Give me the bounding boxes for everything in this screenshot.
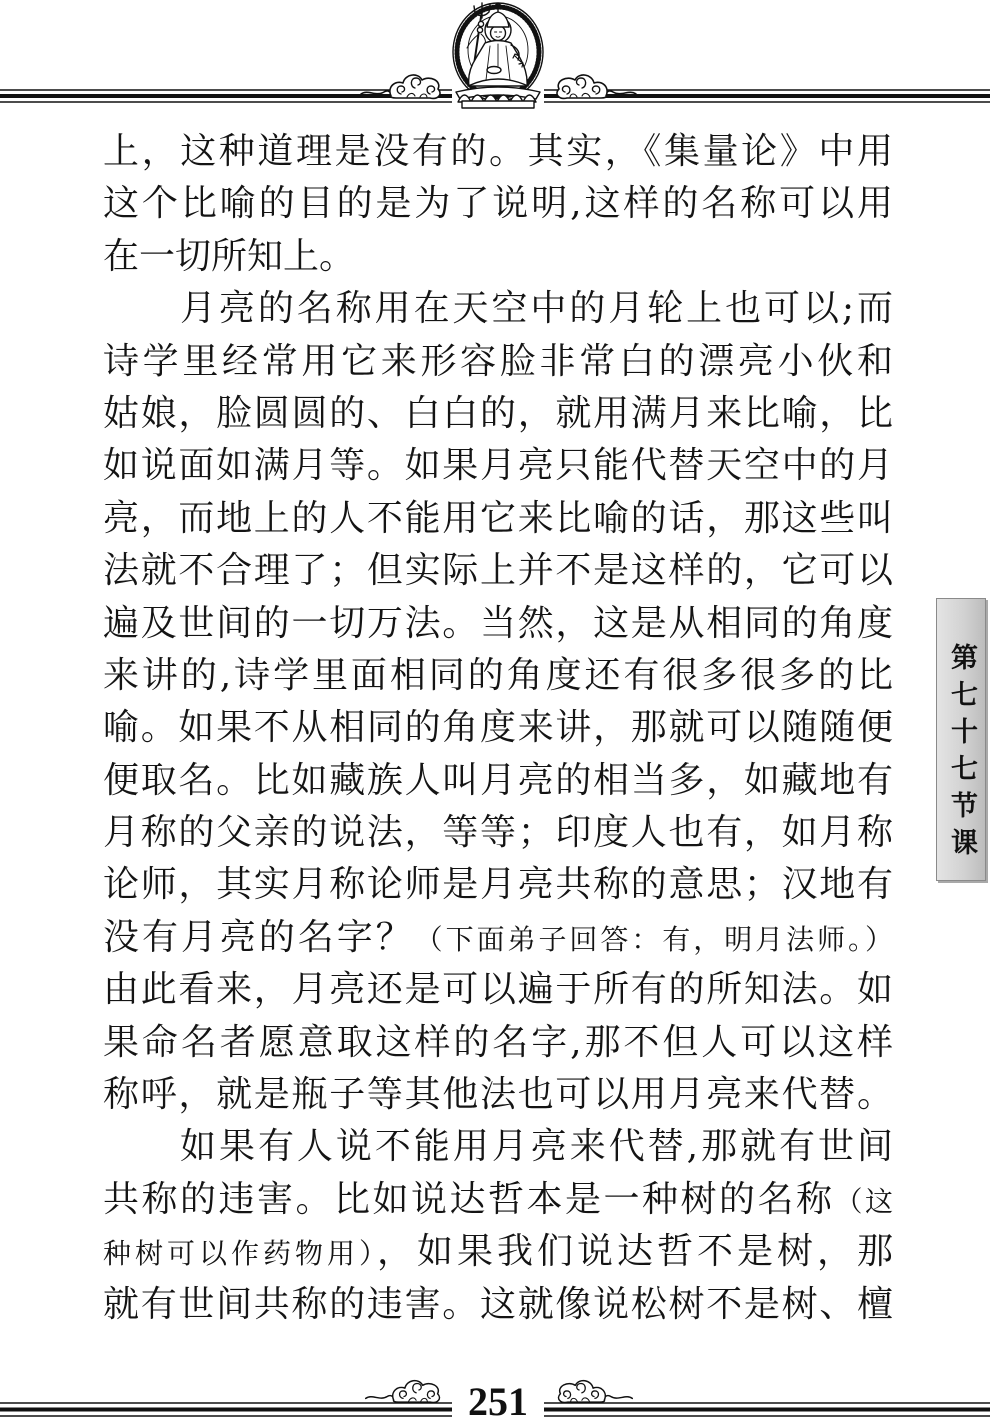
chapter-tab-label: 第七十七节课 (946, 643, 977, 865)
line-text: 没有月亮的名字？ (103, 916, 415, 958)
cloud-ornament-right-icon (559, 1381, 633, 1403)
inline-note: （下面弟子回答：有，明月法师。） (414, 922, 893, 956)
text-line: 月亮的名称用在天空中的月轮上也可以;而 (180, 288, 893, 330)
text-line: 月称的父亲的说法，等等；印度人也有，如月称 (103, 812, 893, 854)
text-line (103, 912, 893, 964)
padmasambhava-icon (453, 3, 543, 108)
text-line: 就有世间共称的违害。这就像说松树不是树、檀 (103, 1283, 893, 1325)
cloud-ornament-left-icon (366, 1381, 440, 1403)
text-line (103, 1174, 893, 1226)
text-line: 亮，而地上的人不能用它来比喻的话，那这些叫 (103, 497, 893, 539)
line-text: 共称的违害。比如说达哲本是一种树的名称 (103, 1178, 835, 1220)
paragraph (103, 126, 893, 283)
text-line: 称呼，就是瓶子等其他法也可以用月亮来代替。 (103, 1074, 893, 1116)
text-line: 来讲的,诗学里面相同的角度还有很多很多的比 (103, 654, 893, 696)
text-line: 在一切所知上。 (103, 235, 356, 277)
text-line: 姑娘，脸圆圆的、白白的，就用满月来比喻，比 (103, 392, 893, 434)
text-line: 论师，其实月称论师是月亮共称的意思；汉地有 (103, 864, 893, 906)
text-line: 由此看来，月亮还是可以遍于所有的所知法。如 (103, 969, 893, 1011)
text-line: 法就不合理了；但实际上并不是这样的，它可以 (103, 550, 893, 592)
body-text (103, 126, 893, 1331)
page-number: 251 (468, 1379, 528, 1424)
inline-note: （这 (834, 1184, 893, 1218)
text-line: 喻。如果不从相同的角度来讲，那就可以随随便 (103, 707, 893, 749)
header-ornament (0, 0, 990, 112)
text-line: 这个比喻的目的是为了说明,这样的名称可以用 (103, 183, 893, 225)
text-line: 诗学里经常用它来形容脸非常白的漂亮小伙和 (103, 340, 893, 382)
paragraph (103, 1121, 893, 1331)
text-line: 果命名者愿意取这样的名字,那不但人可以这样 (103, 1021, 893, 1063)
text-line (103, 1226, 893, 1278)
text-line: 上，这种道理是没有的。其实，《集量论》中用 (103, 131, 893, 172)
line-text: ，如果我们说达哲不是树，那 (377, 1231, 893, 1273)
inline-note: 种树可以作药物用） (103, 1237, 377, 1271)
chapter-tab (936, 598, 986, 881)
text-line: 便取名。比如藏族人叫月亮的相当多，如藏地有 (103, 759, 893, 801)
text-line: 如果有人说不能用月亮来代替,那就有世间 (180, 1126, 893, 1168)
text-line: 如说面如满月等。如果月亮只能代替天空中的月 (103, 445, 893, 487)
paragraph (103, 283, 893, 1121)
text-line: 遍及世间的一切万法。当然，这是从相同的角度 (103, 602, 893, 644)
